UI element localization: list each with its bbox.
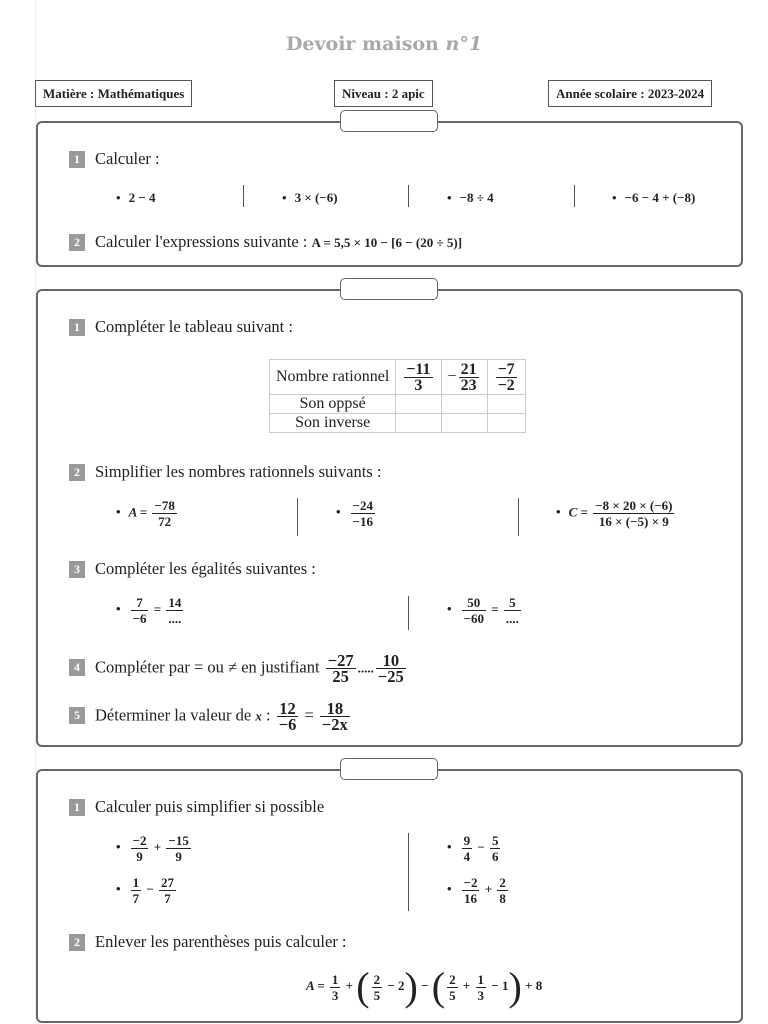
exercise-3: [36, 769, 743, 1023]
simplify-item-a: • A = $\frac{-78}{72}$: [116, 498, 175, 529]
ex1-item-2: • 3 × (−6): [282, 190, 338, 205]
ex3-question-2: 2 Enlever les parenthèses puis calculer :: [69, 931, 347, 953]
blank-cell: [487, 414, 525, 433]
separator: [408, 185, 409, 207]
table-fraction: $\frac{-7}{-2}$: [487, 360, 525, 395]
blank-cell: [441, 395, 487, 414]
row-label: Nombre rationnel: [270, 360, 396, 395]
egalite-2: • $\frac{50}{-60}$ = $\frac{5}{....}$: [447, 595, 519, 626]
blank-cell: [396, 395, 441, 414]
ex3-question-1: 1 Calculer puis simplifier si possible: [69, 796, 324, 818]
row-label: Son inverse: [270, 414, 396, 433]
niveau-label: Niveau : 2 apic: [334, 80, 433, 107]
exercise-tab: [340, 758, 438, 780]
ex2-question-2: 2 Simplifier les nombres rationnels suivants :: [69, 461, 381, 483]
exercise-1: [36, 121, 743, 267]
separator: [297, 498, 298, 536]
ex1-item-4: • −6 − 4 + (−8): [612, 190, 696, 205]
blank-cell: [487, 395, 525, 414]
ex2-question-3: 3 Compléter les égalités suivantes :: [69, 558, 316, 580]
ex2-question-4: 4 Compléter par = ou ≠ en justifiant $\frac{-27}{25}$ ..... $\frac{10}{-25}$: [69, 653, 408, 684]
rational-table: [269, 359, 526, 433]
ex1-question-2: 2 Calculer l'expressions suivante : A = 5,5 × 10 − [6 − (20 ÷ 5)]: [69, 231, 462, 254]
ex2-question-1: 1 Compléter le tableau suivant :: [69, 316, 293, 338]
table-fraction: $\frac{-11}{3}$: [396, 360, 441, 395]
exercise-tab: [340, 278, 438, 300]
table-fraction: − $\frac{21}{23}$: [441, 360, 487, 395]
separator: [408, 833, 409, 911]
separator: [243, 185, 244, 207]
blank-cell: [396, 414, 441, 433]
exercise-tab: [340, 110, 438, 132]
row-label: Son oppsé: [270, 395, 396, 414]
separator: [574, 185, 575, 207]
ex1-item-1: • 2 − 4: [116, 190, 156, 205]
ex3-right-2: • $\frac{-2}{16}$ + $\frac{2}{8}$: [447, 875, 506, 906]
ex1-item-3: • −8 ÷ 4: [447, 190, 494, 205]
page-title: Devoir maison n°1: [285, 33, 483, 55]
ex2-question-5: 5 Déterminer la valeur de x : $\frac{12}{-6}$ = $\frac{18}{-2x}$: [69, 701, 352, 732]
ex1-question-1: 1 Calculer :: [69, 148, 160, 170]
ex3-expression: A = $\frac{1}{3}$ + ( $\frac{2}{5}$ − 2) − ( $\frac{2}{5}$ + $\frac{1}{3}$ − 1) + 8: [306, 964, 543, 1009]
ex3-left-2: • $\frac{1}{7}$ − $\frac{27}{7}$: [116, 875, 174, 906]
simplify-item-b: • $\frac{-24}{-16}$: [336, 498, 373, 529]
separator: [518, 498, 519, 536]
exercise-2: [36, 289, 743, 747]
ex3-right-1: • $\frac{9}{4}$ − $\frac{5}{6}$: [447, 833, 499, 864]
blank-cell: [441, 414, 487, 433]
matiere-label: Matière : Mathématiques: [35, 80, 192, 107]
separator: [408, 596, 409, 630]
ex3-left-1: • $\frac{-2}{9}$ + $\frac{-15}{9}$: [116, 833, 189, 864]
simplify-item-c: • C = $\frac{-8 \times 20 \times (-6)}{16 \times (-5) \times 9}$: [556, 498, 673, 529]
annee-label: Année scolaire : 2023-2024: [548, 80, 712, 107]
egalite-1: • $\frac{7}{-6}$ = $\frac{14}{....}$: [116, 595, 182, 626]
